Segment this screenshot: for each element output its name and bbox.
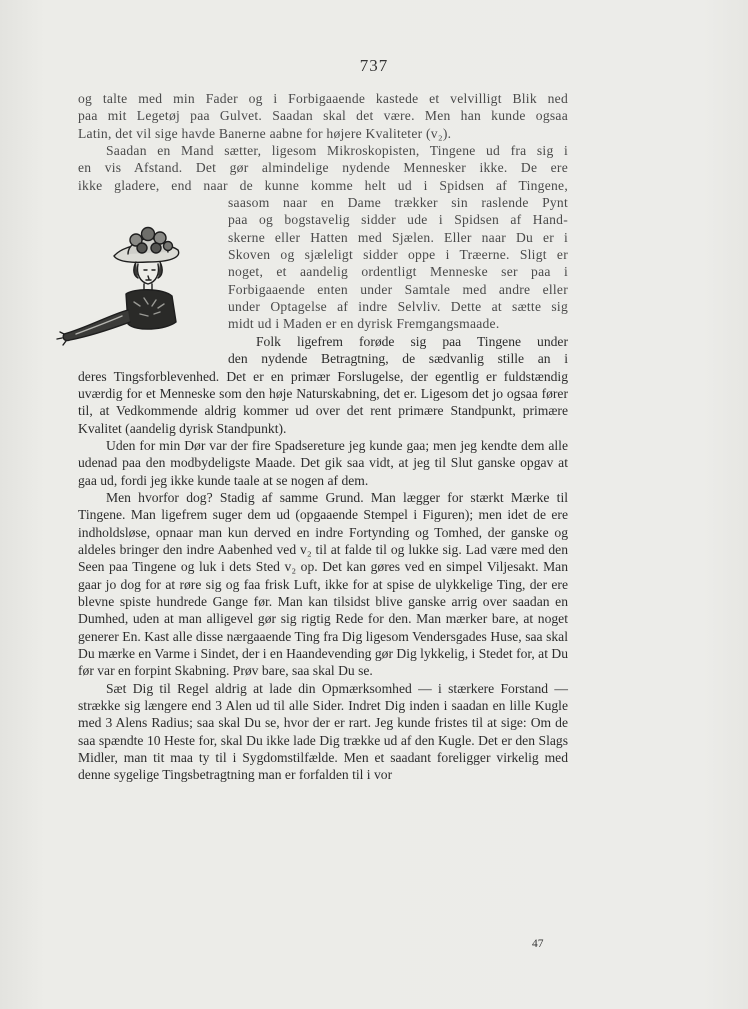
text-line: og talte med min Fader og i Forbigaaende kastede et velvilligt Blik ned — [78, 91, 568, 106]
blouse — [126, 290, 176, 329]
text-line: under Optagelse af indre Selvliv. Dette at sætte sig — [228, 299, 568, 315]
text-line: paa mit Legetøj paa Gulvet. Saadan skal det være. Men han kunde ogsaa — [78, 108, 568, 124]
text-line: paa og bogstavelig sidder ude i Spidsen af Hand- — [228, 212, 568, 228]
text-line: midt ud i Maden er en dyrisk Fremgangsmaade. — [228, 316, 500, 332]
body-text — [78, 90, 568, 784]
text-line: Skoven og sjæleligt sidder oppe i Træerne. Sligt er — [228, 247, 568, 263]
paragraph: Sæt Dig til Regel aldrig at lade din Opmærksomhed — i stærkere Forstand — strække sig længere end 3 Alen ud til alle Sider. Indret Dig inden i saadan en lille Kugle med 3 Alens Radius; saa skal Du se, hvor der er rart. Jeg kunde fristes til at sige: Om de saa spændte 10 Heste for, skal Du ikke lade Dig trække ud af den Kugle. Det er den Slags Midler, man tit maa ty til i Sygdomstilfælde. Men et saadant foreligger virkelig med denne sygelige Tingsbetragtning man er forfalden til i vor — [78, 680, 568, 783]
text-line: Forbigaaende enten under Samtale med andre eller — [228, 281, 568, 297]
lady-with-flowered-hat-illustration — [56, 218, 196, 358]
arm — [63, 310, 130, 341]
text-line: ikke gladere, end naar de kunne komme helt ud i Spidsen af Tingene, — [78, 177, 568, 193]
paragraph: Uden for min Dør var der fire Spadsereture jeg kunde gaa; men jeg kendte dem alle udenad paa den modbydeligste Maade. Det gik saa vidt, at jeg til Slut ganske opgav at gaa ud, fordi jeg ikke kunde taale at se nogen af dem. — [78, 437, 568, 488]
page-number: 737 — [359, 56, 389, 75]
footer-signature-number: 47 — [532, 938, 544, 950]
text-line: Saadan en Mand sætter, ligesom Mikroskopisten, Tingene ud fra sig i — [106, 143, 568, 159]
text-line: saasom naar en Dame trækker sin raslende Pynt — [228, 195, 568, 211]
face — [137, 264, 158, 284]
text-line: Folk ligefrem forøde sig paa Tingene under — [256, 333, 568, 349]
text-line: en vis Afstand. Det gør almindelige nydende Mennesker ikke. De ere — [78, 160, 568, 176]
text-line: den nydende Betragtning, de sædvanlig stille an i — [228, 351, 568, 367]
paragraph: deres Tingsforblevenhed. Det er en primær Forslugelse, der egentlig er fuldstændig uværdig for et Menneske som den høje Naturskabning, det er. Ligesom det jo ogsaa fører til, at Vedkommende aldrig kommer ud over det rent primære Standpunkt, primære Kvalitet (aandelig dyrisk Standpunkt). — [78, 368, 568, 436]
text-line: skerne eller Hatten med Sjælen. Eller naar Du er i — [228, 229, 568, 245]
text-line: Latin, det vil sige havde Banerne aabne for højere Kvaliteter (v₂). — [78, 125, 452, 141]
paragraph: Men hvorfor dog? Stadig af samme Grund. Man lægger for stærkt Mærke til Tingene. Man ligefrem suger dem ud (opgaaende Stempel i Figuren); men idet de ere indholdsløse, opnaar man kun derved en indre Fortynding og Tomhed, der ganske og aldeles bringer den indre Aabenhed ved v₂ til at falde til og lukke sig. Lad være med den Seen paa Tingene og luk i dets Sted v₂ op. Det kan gøres ved en simpel Viljesakt. Man gaar jo dog for at røre sig og faa frisk Luft, ikke for at spise de ulykkelige Ting, der ere blevne spiste hundrede Gange før. Man kan tilsidst blive ganske arrig over saadan en Dumhed, uden at man alligevel gør sig rigtig Rede for den. Man mærker bare, at noget generer En. Kast alle disse nærgaaende Ting fra Dig ligesom Vendersgades Huse, saa skal Du mærke en Varme i Sindet, der i en Haandevending gør Dig lykkelig, i Stedet for, at Du før var en forpint Skabning. Prøv bare, saa skal Du se. — [78, 489, 568, 679]
text-line: noget, et aandelig ordentligt Menneske ser paa i — [228, 264, 568, 280]
text-wrap-around-illustration — [228, 194, 568, 367]
